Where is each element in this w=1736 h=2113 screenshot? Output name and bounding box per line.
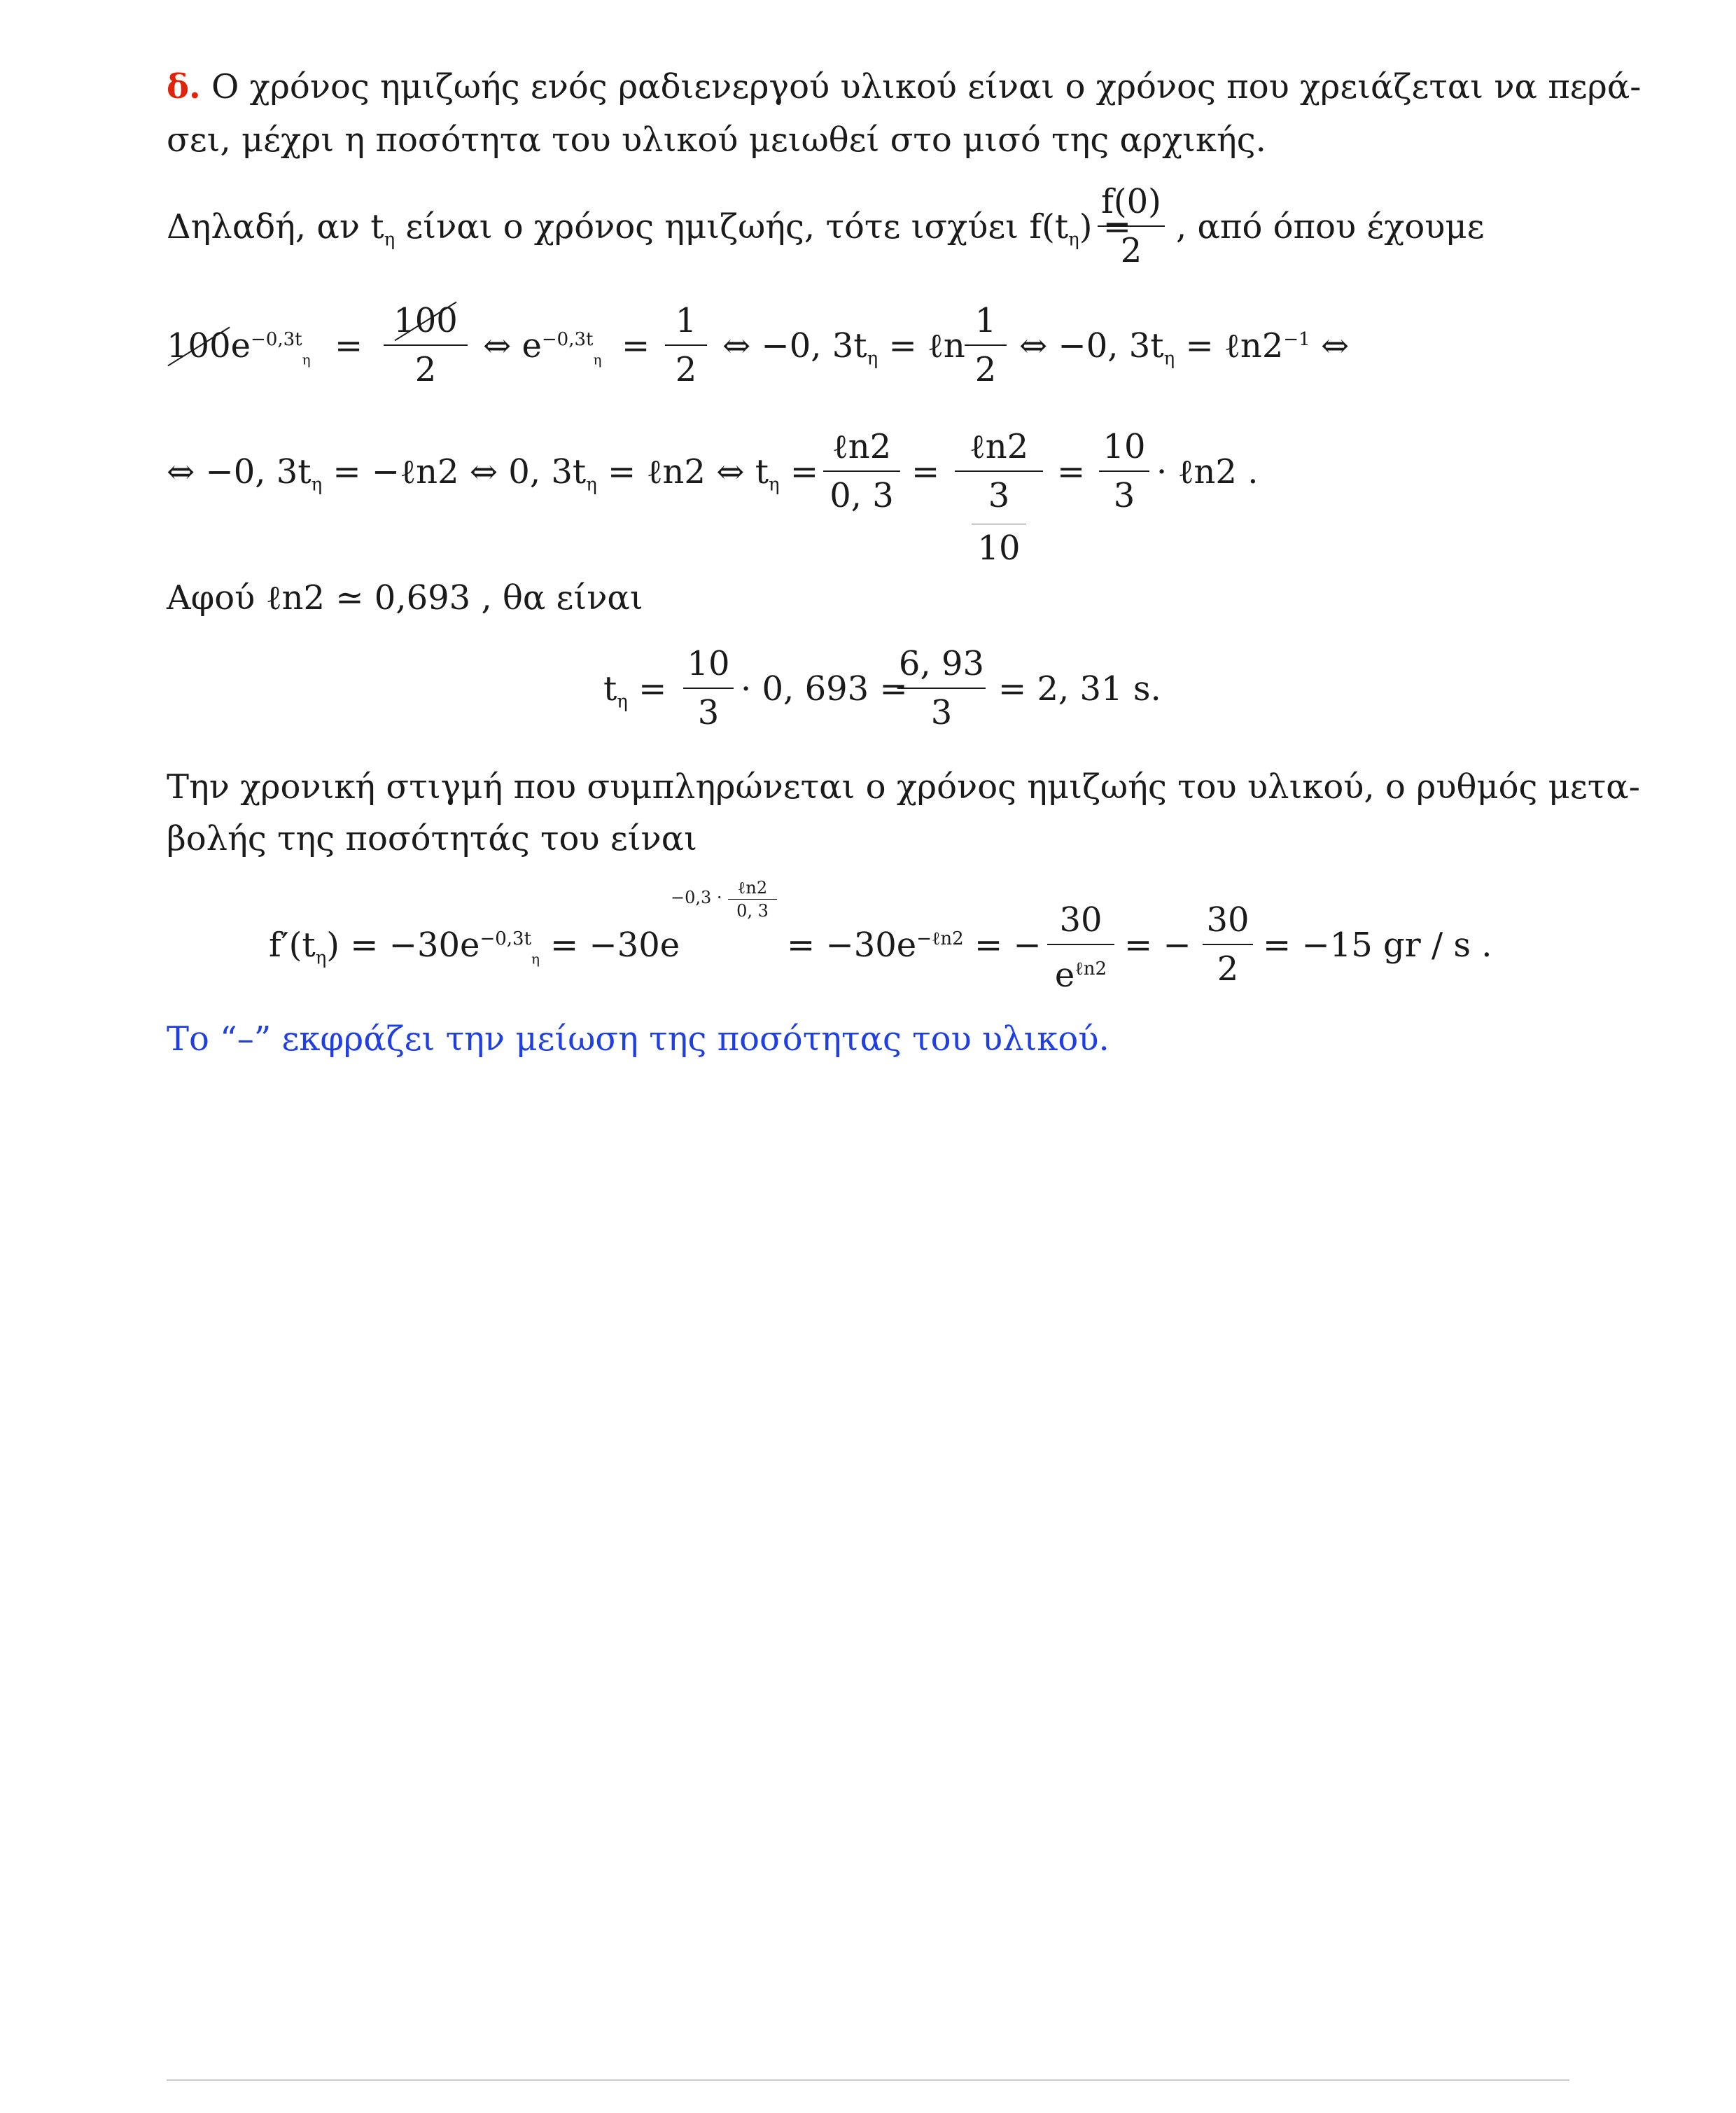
calc-mid: · 0, 693 = [741, 669, 908, 709]
denominator: 2 [1120, 231, 1142, 270]
numerator: 1 [974, 301, 997, 340]
deriv-exponent [671, 888, 722, 907]
deriv-start [269, 926, 540, 969]
numerator: 10 [687, 644, 730, 683]
fraction-ln2-over-03-small [728, 878, 777, 921]
numerator: 6, 93 [898, 644, 985, 683]
struck-100: 100 [167, 326, 231, 365]
intro-line-1 [167, 67, 1641, 106]
sub-eta: η [1068, 229, 1079, 251]
numerator: 30 [1206, 900, 1250, 940]
denominator: 2 [1217, 949, 1239, 989]
fraction-30-over-eln2 [1047, 902, 1114, 993]
iff-symbol: ⇔ [1320, 326, 1350, 365]
denominator: 3 [930, 693, 953, 732]
denominator: 3 [1113, 476, 1135, 515]
expr: = −ℓn2 ⇔ 0, 3t [332, 452, 587, 491]
exponent: −0,3t [541, 329, 594, 350]
fraction-100-over-2 [384, 302, 468, 388]
numerator: ℓn2 [832, 427, 892, 466]
rate-line-1: Την χρονική στιγμή που συμπληρώνεται ο χρόνος ημιζωής του υλικού, ο ρυθμός μετα- [167, 767, 1640, 807]
deriv-c: = −30e [550, 926, 680, 965]
denominator: 3 [697, 693, 720, 732]
t-var: t [603, 669, 617, 709]
rate-line-2: βολής της ποσότητάς του είναι [167, 819, 697, 858]
fraction-bar [823, 470, 900, 472]
denominator: 2 [974, 350, 997, 389]
fraction-693-over-3 [897, 646, 986, 731]
row1-mid2 [722, 326, 965, 370]
def-prefix: Δηλαδή, αν t [167, 207, 384, 246]
iff-symbol: ⇔ [722, 326, 751, 365]
fraction-30-over-2 [1203, 902, 1253, 987]
sub-eta: η [384, 229, 396, 251]
numerator: f(0) [1101, 182, 1161, 221]
fraction-bar [955, 470, 1043, 472]
expr: = − [974, 926, 1042, 965]
e-base: e [522, 326, 542, 365]
fraction-bar [728, 899, 777, 900]
fraction-f0-over-2 [1098, 183, 1165, 269]
expr: ⇔ −0, 3t [167, 452, 312, 491]
intro-text-1: Ο χρόνος ημιζωής ενός ραδιενεργού υλικού είναι ο χρόνος που χρειάζεται να περά- [211, 67, 1642, 106]
def-eq: ) = [1079, 207, 1131, 246]
fraction-ln2-over-03 [823, 428, 900, 514]
calc-end: = 2, 31 s. [998, 669, 1161, 709]
fraction-bar [897, 688, 986, 689]
note-line: Το “–” εκφράζει την μείωση της ποσότητας του υλικού. [167, 1019, 1110, 1059]
def-suffix: , από όπου έχουμε [1176, 207, 1485, 246]
exponent-part: −0,3 · [671, 888, 722, 907]
def-mid: είναι ο χρόνος ημιζωής, τότε ισχύει f(t [395, 207, 1069, 246]
ln2: ℓn2 [1224, 326, 1284, 365]
exponent: −0,3t [251, 329, 302, 350]
sub-eta: η [315, 947, 327, 969]
deriv-g: = −15 gr / s . [1263, 926, 1492, 965]
equals: = [1057, 452, 1086, 491]
part-label: δ. [167, 67, 201, 106]
row1-end [1019, 326, 1349, 370]
e-base: e [1054, 956, 1075, 995]
denominator: 2 [414, 350, 437, 389]
numerator: ℓn2 [969, 427, 1029, 466]
sub-eta: η [531, 950, 540, 968]
struck-100: 100 [393, 301, 458, 340]
exponent: −1 [1283, 329, 1310, 350]
ln: ℓn [927, 326, 965, 365]
fraction-1-over-2 [665, 302, 707, 388]
row2-start [167, 452, 818, 496]
deriv-f: = − [1124, 926, 1191, 965]
numerator: 10 [1102, 427, 1146, 466]
e-base: e [230, 326, 251, 365]
sub-eta: η [617, 691, 628, 713]
equals: = [638, 669, 667, 709]
fraction-bar [1099, 470, 1149, 472]
expr: = ℓn2 ⇔ t [608, 452, 769, 491]
equals: = [911, 452, 940, 491]
deriv-d [787, 926, 1042, 965]
sub-eta: η [1163, 348, 1175, 370]
denominator: 0, 3 [736, 901, 769, 921]
fraction-bar [965, 344, 1007, 346]
fraction-1-over-2 [965, 302, 1007, 388]
fraction-bar [1047, 944, 1114, 945]
fraction-ln2-over-3-10 [955, 428, 1043, 566]
fraction-10-over-3 [1099, 428, 1149, 514]
exponent: −ℓn2 [916, 928, 964, 949]
equals: = [790, 452, 819, 491]
equals: = [335, 326, 363, 365]
row1-mid [483, 326, 601, 368]
calc-start [603, 669, 666, 713]
sub-eta: η [586, 474, 597, 496]
sub-eta: η [311, 474, 323, 496]
fraction-bar [683, 688, 734, 689]
approx-line: Αφού ℓn2 ≃ 0,693 , θα είναι [167, 578, 643, 618]
equals: = [622, 326, 650, 365]
fraction-bar [1203, 944, 1253, 945]
inner-denominator: 10 [977, 529, 1021, 568]
numerator: 1 [675, 301, 697, 340]
denominator: 2 [675, 350, 697, 389]
sub-eta: η [867, 348, 878, 370]
row1-start [167, 326, 311, 368]
expr: f′(t [269, 926, 316, 965]
fraction-10-over-3 [683, 646, 734, 731]
numerator: ℓn2 [737, 878, 768, 898]
numerator: 30 [1059, 900, 1102, 940]
sub-eta: η [593, 351, 602, 368]
denominator: 0, 3 [830, 476, 894, 515]
denominator: 3 [988, 476, 1010, 515]
expr: ) = −30e [326, 926, 480, 965]
fraction-bar [384, 344, 468, 346]
fraction-bar [1098, 225, 1165, 227]
exponent: ℓn2 [1074, 958, 1107, 979]
expr: −0, 3t [1058, 326, 1164, 365]
footer-rule [167, 2079, 1569, 2081]
sub-eta: η [768, 474, 780, 496]
equals: = [1185, 326, 1214, 365]
expr: = −30e [787, 926, 917, 965]
intro-line-2: σει, μέχρι η ποσότητα του υλικού μειωθεί στο μισό της αρχικής. [167, 120, 1266, 160]
fraction-bar [665, 344, 707, 346]
iff-symbol: ⇔ [483, 326, 512, 365]
expr: −0, 3t [761, 326, 867, 365]
iff-symbol: ⇔ [1019, 326, 1048, 365]
equals: = [888, 326, 917, 365]
definition-line [167, 207, 1131, 260]
exponent: −0,3t [479, 928, 532, 949]
row2-end: · ℓn2 . [1156, 452, 1259, 491]
sub-eta: η [302, 351, 311, 368]
